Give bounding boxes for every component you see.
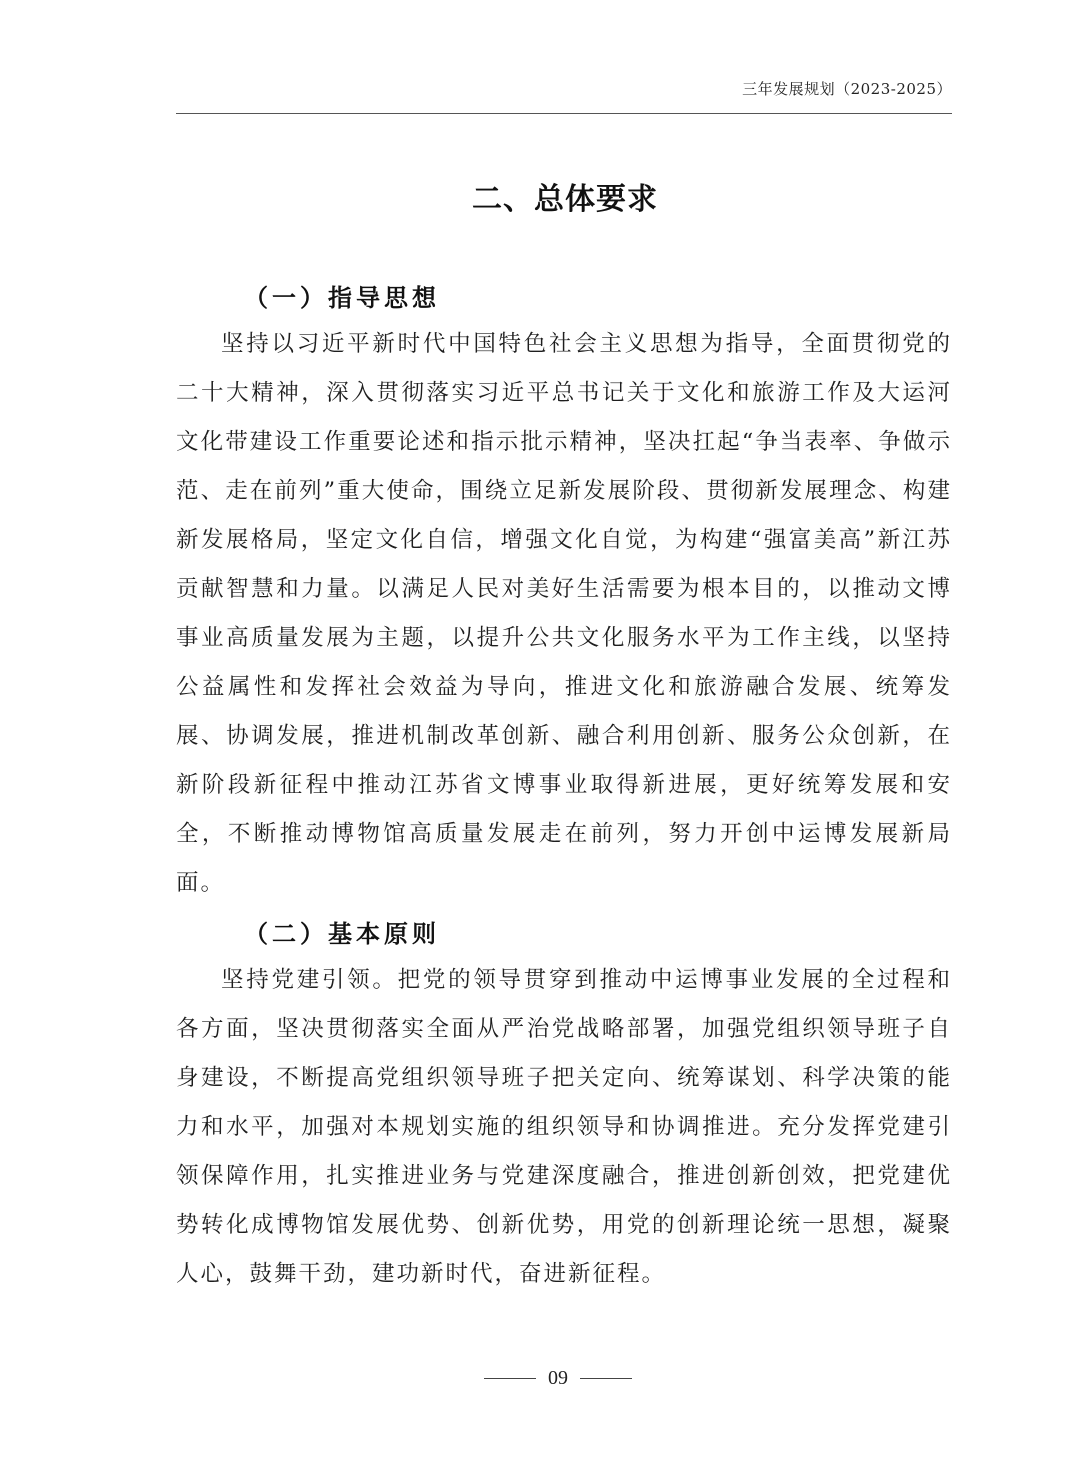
page-footer bbox=[0, 1367, 1080, 1390]
chapter-title: 二、总体要求 bbox=[472, 182, 658, 217]
page-number: 09 bbox=[548, 1367, 568, 1389]
footer-rule-left bbox=[484, 1378, 536, 1379]
section-heading-basic-principles: （二）基本原则 bbox=[244, 920, 440, 948]
footer-rule-right bbox=[580, 1378, 632, 1379]
section-paragraph-basic-principles: 坚持党建引领。把党的领导贯穿到推动中运博事业发展的全过程和各方面，坚决贯彻落实全面从严治党战略部署，加强党组织领导班子自身建设，不断提高党组织领导班子把关定向、统筹谋划、科学决策的能力和水平，加强对本规划实施的组织领导和协调推进。充分发挥党建引领保障作用，扎实推进业务与党建深度融合，推进创新创效，把党建优势转化成博物馆发展优势、创新优势，用党的创新理论统一思想，凝聚人心，鼓舞干劲，建功新时代，奋进新征程。 bbox=[176, 967, 952, 1287]
section-paragraph-guiding-ideology: 坚持以习近平新时代中国特色社会主义思想为指导，全面贯彻党的二十大精神，深入贯彻落实习近平总书记关于文化和旅游工作及大运河文化带建设工作重要论述和指示批示精神，坚决扛起“争当表率、争做示范、走在前列”重大使命，围绕立足新发展阶段、贯彻新发展理念、构建新发展格局，坚定文化自信，增强文化自觉，为构建“强富美高”新江苏贡献智慧和力量。以满足人民对美好生活需要为根本目的，以推动文博事业高质量发展为主题，以提升公共文化服务水平为工作主线，以坚持公益属性和发挥社会效益为导向，推进文化和旅游融合发展、统筹发展、协调发展，推进机制改革创新、融合利用创新、服务公众创新，在新阶段新征程中推动江苏省文博事业取得新进展，更好统筹发展和安全，不断推动博物馆高质量发展走在前列，努力开创中运博发展新局面。 bbox=[176, 331, 952, 896]
section-heading-guiding-ideology: （一）指导思想 bbox=[244, 284, 440, 312]
running-header-title: 三年发展规划（2023-2025） bbox=[742, 80, 952, 98]
header-divider bbox=[176, 113, 952, 114]
